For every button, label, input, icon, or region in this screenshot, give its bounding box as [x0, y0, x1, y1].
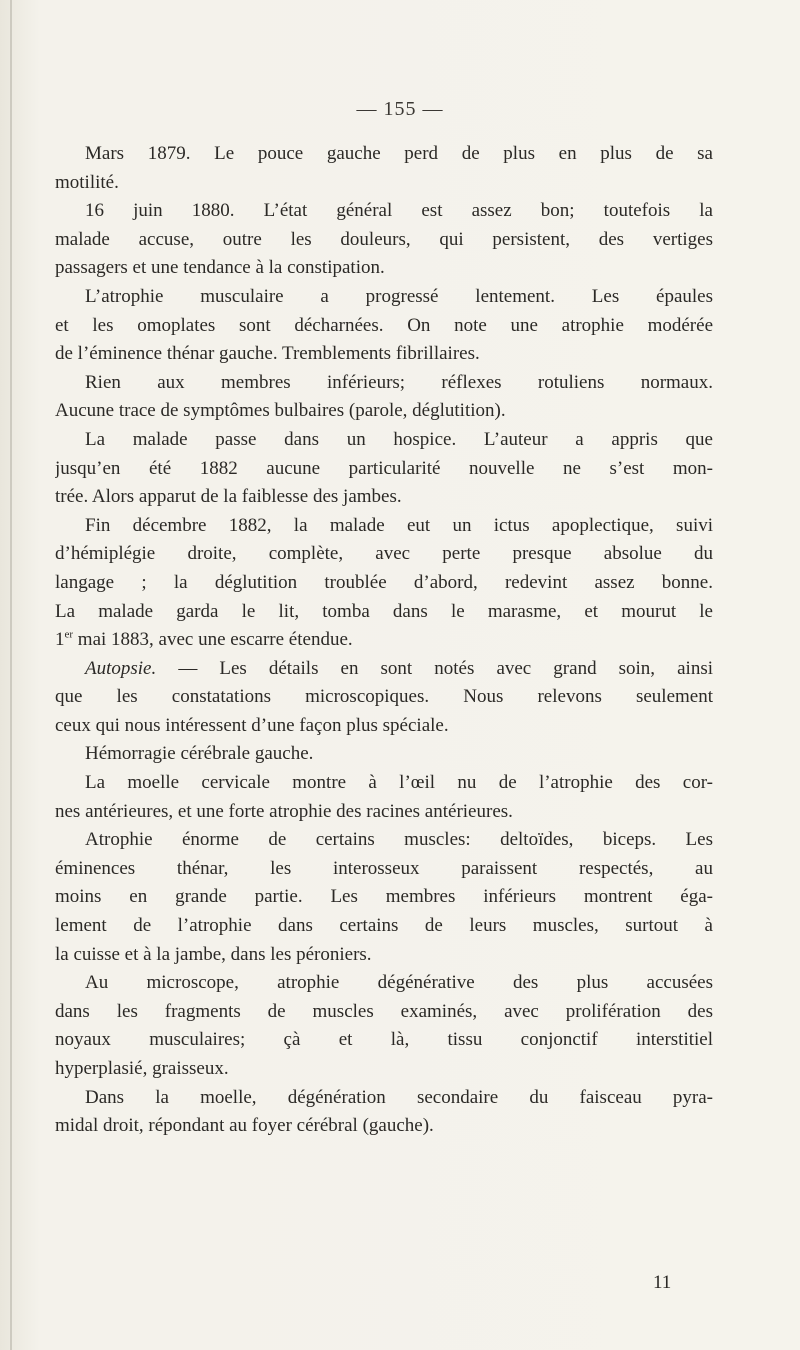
ordinal-number: 1 — [55, 629, 65, 651]
text-line: motilité. — [55, 171, 119, 193]
text-line: la cuisse et à la jambe, dans les péroniers. — [55, 943, 372, 965]
text-line: passagers et une tendance à la constipation. — [55, 257, 385, 279]
page-number: — 155 — — [356, 98, 444, 120]
text-line: Hémorragie cérébrale gauche. — [85, 743, 314, 765]
text-line: La moelle cervicale montre à l’œil nu de l’atrophie des cor- — [85, 772, 713, 794]
text-line: Fin décembre 1882, la malade eut un ictus apoplectique, suivi — [85, 514, 713, 536]
text-line: 16 juin 1880. L’état général est assez bon; toutefois la — [85, 200, 713, 222]
page-gutter — [10, 0, 12, 1350]
text-line: langage ; la déglutition troublée d’abord, redevint assez bonne. — [55, 571, 713, 593]
text-line-rest: — Les détails en sont notés avec grand soin, ainsi — [156, 657, 713, 679]
text-line: moins en grande partie. Les membres inférieurs montrent éga- — [55, 886, 713, 908]
text-line — [55, 655, 713, 684]
text-line: Dans la moelle, dégénération secondaire du faisceau pyra- — [85, 1086, 713, 1108]
signature-mark: 11 — [653, 1272, 672, 1293]
text-line: lement de l’atrophie dans certains de leurs muscles, surtout à — [55, 915, 713, 937]
text-line: nes antérieures, et une forte atrophie des racines antérieures. — [55, 800, 513, 822]
text-line: éminences thénar, les interosseux paraissent respectés, au — [55, 857, 713, 879]
text-line: Mars 1879. Le pouce gauche perd de plus en plus de sa — [85, 143, 713, 164]
text-line: Atrophie énorme de certains muscles: deltoïdes, biceps. Les — [85, 829, 713, 851]
text-line: et les omoplates sont décharnées. On note une atrophie modérée — [55, 314, 713, 336]
text-line: de l’éminence thénar gauche. Tremblements fibrillaires. — [55, 343, 480, 365]
text-line: Aucune trace de symptômes bulbaires (parole, déglutition). — [55, 400, 506, 422]
text-line: que les constatations microscopiques. Nous relevons seulement — [55, 686, 713, 708]
text-line: Rien aux membres inférieurs; réflexes rotuliens normaux. — [85, 371, 713, 393]
text-line: ceux qui nous intéressent d’une façon plus spéciale. — [55, 714, 449, 736]
text-line: jusqu’en été 1882 aucune particularité nouvelle ne s’est mon- — [55, 457, 713, 479]
text-line: dans les fragments de muscles examinés, avec prolifération des — [55, 1000, 713, 1022]
text-line — [55, 626, 713, 655]
text-line: Au microscope, atrophie dégénérative des plus accusées — [85, 972, 713, 994]
text-line: noyaux musculaires; çà et là, tissu conjonctif interstitiel — [55, 1029, 713, 1051]
section-heading-autopsie: Autopsie. — [85, 657, 157, 679]
text-line-rest: mai 1883, avec une escarre étendue. — [73, 629, 353, 651]
text-line: trée. Alors apparut de la faiblesse des jambes. — [55, 486, 402, 508]
ordinal-suffix: er — [64, 628, 74, 641]
text-line: midal droit, répondant au foyer cérébral (gauche). — [55, 1115, 434, 1137]
body-text — [55, 140, 713, 1141]
text-line: La malade passe dans un hospice. L’auteur a appris que — [85, 428, 713, 450]
text-line: d’hémiplégie droite, complète, avec perte presque absolue du — [55, 543, 713, 565]
text-line: L’atrophie musculaire a progressé lentement. Les épaules — [85, 285, 713, 307]
text-line: La malade garda le lit, tomba dans le marasme, et mourut le — [55, 600, 713, 622]
text-line: malade accuse, outre les douleurs, qui persistent, des vertiges — [55, 228, 713, 250]
text-line: hyperplasié, graisseux. — [55, 1058, 229, 1079]
